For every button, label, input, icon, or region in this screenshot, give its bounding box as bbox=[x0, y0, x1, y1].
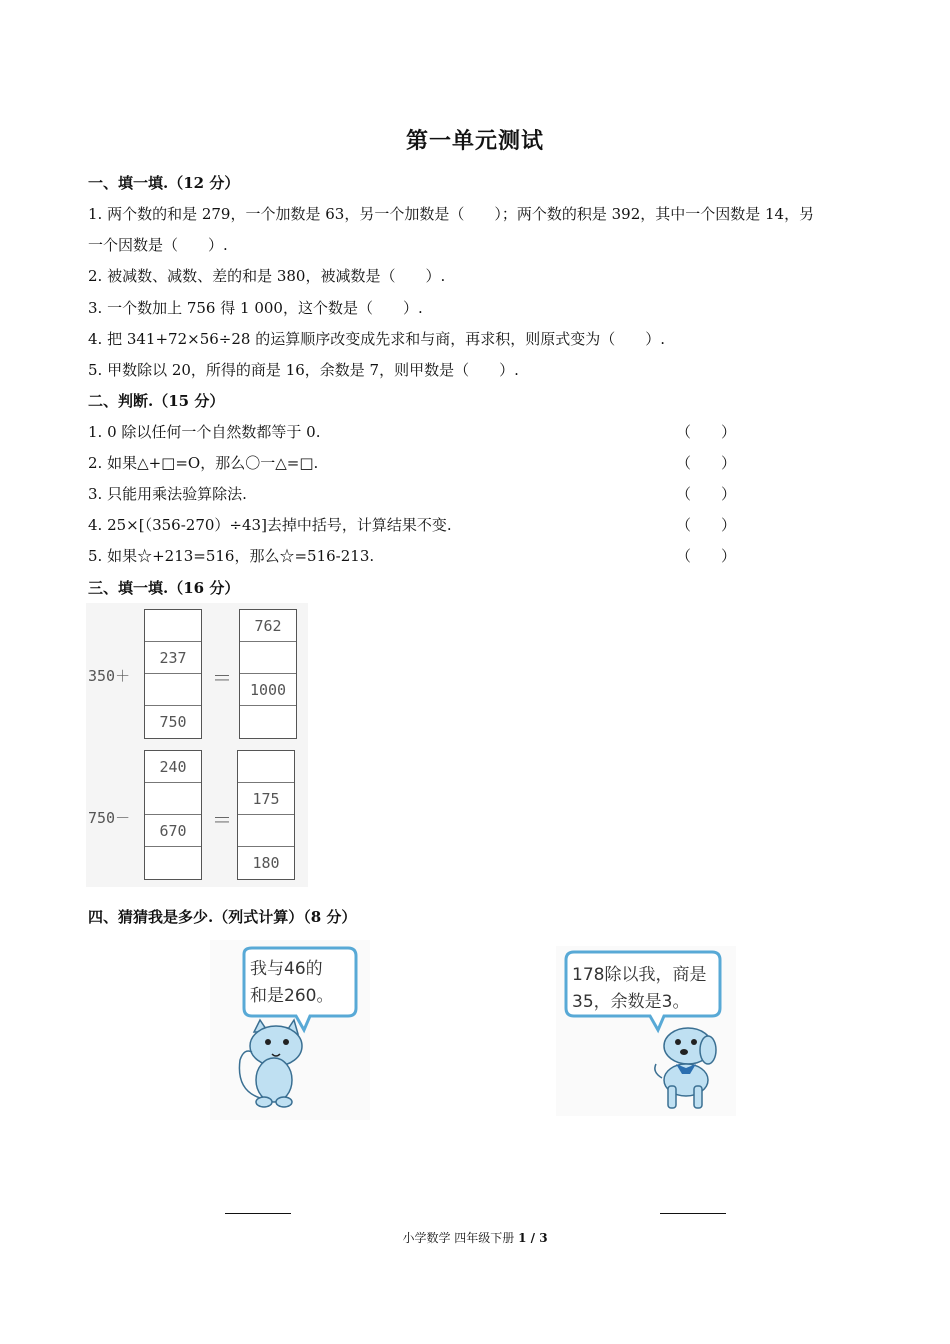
bottom-right-column bbox=[237, 750, 295, 880]
top-right-cell-4[interactable] bbox=[240, 706, 296, 738]
top-left-column bbox=[144, 609, 202, 739]
bottom-left-cell-4[interactable] bbox=[145, 847, 201, 879]
top-left-cell-4: 750 bbox=[159, 713, 187, 731]
s1-line-3: 3. 一个数加上 756 得 1 000，这个数是（ ）. bbox=[88, 299, 423, 317]
bottom-equals: ＝ bbox=[212, 808, 232, 832]
section-4-heading: 四、猜猜我是多少.（列式计算）（8 分） bbox=[88, 908, 357, 926]
s1-line-2: 2. 被减数、减数、差的和是 380，被减数是（ ）. bbox=[88, 267, 446, 285]
page-number: 1 / 3 bbox=[518, 1231, 548, 1245]
page-title: 第一单元测试 bbox=[405, 128, 544, 154]
judge-item-2: 2. 如果△+□=O，那么〇一△=□. bbox=[88, 454, 319, 472]
judge-item-1: 1. 0 除以任何一个自然数都等于 0. bbox=[88, 423, 321, 441]
judge-answer-4[interactable]: （ ） bbox=[676, 516, 737, 534]
cat-answer-line[interactable] bbox=[225, 1213, 291, 1214]
bottom-right-cell-2: 175 bbox=[238, 783, 294, 815]
judge-item-5: 5. 如果☆+213=516，那么☆=516-213. bbox=[88, 547, 375, 565]
top-right-column bbox=[239, 609, 297, 739]
top-right-cell-3: 1000 bbox=[240, 674, 296, 706]
bottom-right-cell-3[interactable] bbox=[238, 815, 294, 847]
bottom-operator: 750－ bbox=[88, 809, 131, 827]
bottom-left-cell-3: 670 bbox=[145, 815, 201, 847]
top-right-cell-2[interactable] bbox=[240, 642, 296, 674]
s1-line-4: 4. 把 341+72×56÷28 的运算顺序改变成先求和与商，再求积，则原式变为（ ）. bbox=[88, 330, 665, 348]
page-footer bbox=[0, 1229, 950, 1246]
dog-answer-line[interactable] bbox=[660, 1213, 726, 1214]
judge-answer-2[interactable]: （ ） bbox=[676, 454, 737, 472]
cat-bubble-line-2: 和是260。 bbox=[250, 986, 334, 1006]
s1-line-1b: 一个因数是（ ）. bbox=[88, 236, 228, 254]
top-right-cell-1: 762 bbox=[240, 610, 296, 642]
top-left-cell-2: 237 bbox=[145, 642, 201, 674]
top-operator: 350＋ bbox=[88, 667, 131, 685]
judge-item-3: 3. 只能用乘法验算除法. bbox=[88, 485, 247, 503]
judge-answer-3[interactable]: （ ） bbox=[676, 485, 737, 503]
section-1-heading: 一、填一填.（12 分） bbox=[88, 174, 240, 192]
top-left-cell-3[interactable] bbox=[145, 674, 201, 706]
s1-line-1: 1. 两个数的和是 279，一个加数是 63，另一个加数是（ ）；两个数的积是 392，其中一个因数是 14，另 bbox=[88, 205, 815, 223]
top-left-cell-1[interactable] bbox=[145, 610, 201, 642]
bottom-right-cell-1[interactable] bbox=[238, 751, 294, 783]
dog-bubble-line-2: 35，余数是3。 bbox=[572, 992, 690, 1012]
bottom-left-cell-2[interactable] bbox=[145, 783, 201, 815]
judge-item-4: 4. 25×[（356-270）÷43]去掉中括号，计算结果不变. bbox=[88, 516, 452, 534]
section-3-heading: 三、填一填.（16 分） bbox=[88, 579, 240, 597]
s1-line-5: 5. 甲数除以 20，所得的商是 16，余数是 7，则甲数是（ ）. bbox=[88, 361, 519, 379]
judge-answer-5[interactable]: （ ） bbox=[676, 547, 737, 565]
cat-bubble-line-1: 我与46的 bbox=[250, 959, 323, 979]
dog-bubble-line-1: 178除以我，商是 bbox=[572, 965, 707, 985]
judge-answer-1[interactable]: （ ） bbox=[676, 423, 737, 441]
bottom-left-cell-1: 240 bbox=[145, 751, 201, 783]
bottom-left-column bbox=[144, 750, 202, 880]
bottom-right-cell-4: 180 bbox=[252, 854, 280, 872]
section-2-heading: 二、判断.（15 分） bbox=[88, 392, 225, 410]
top-equals: ＝ bbox=[212, 666, 232, 690]
footer-text: 小学数学 四年级下册 bbox=[402, 1231, 515, 1245]
